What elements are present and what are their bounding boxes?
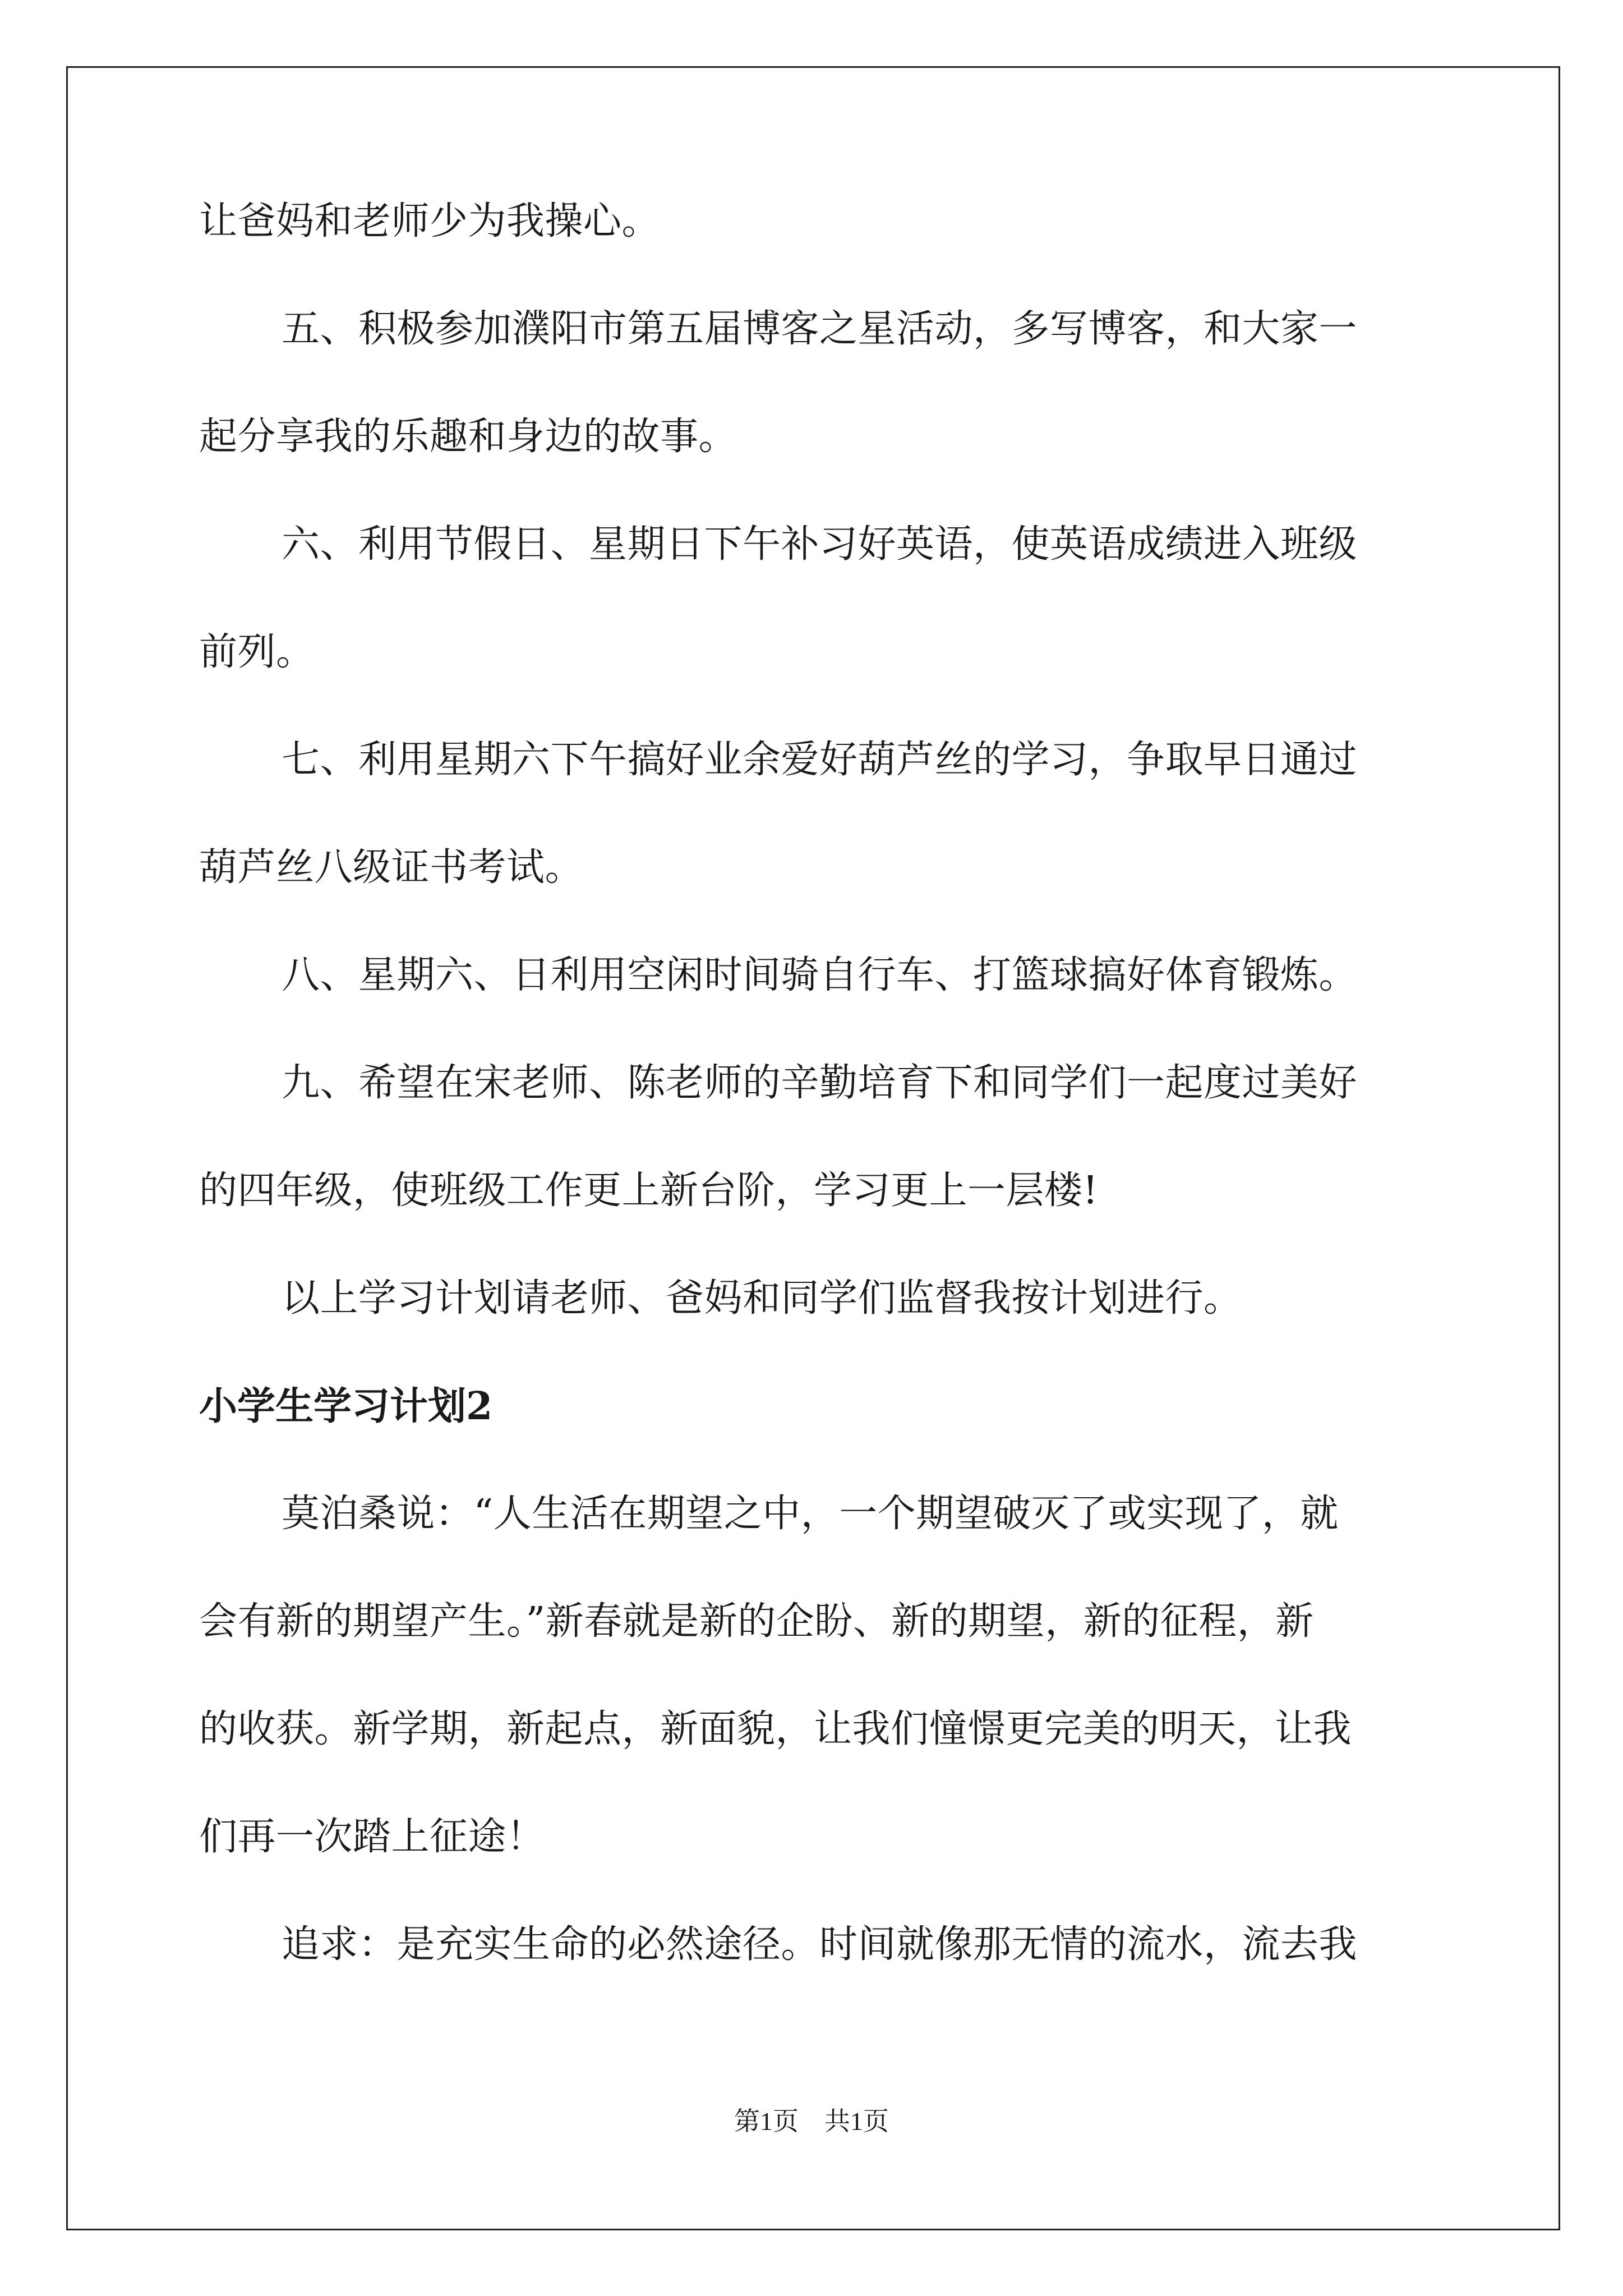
paragraph	[199, 1276, 1422, 1321]
text-line: 七、利用星期六下午搞好业余爱好葫芦丝的学习，争取早日通过	[282, 738, 1358, 782]
text-line: 让爸妈和老师少为我操心。	[199, 199, 661, 243]
paragraph	[199, 1922, 1422, 1967]
page-number: 第1页 共1页	[734, 2107, 889, 2136]
text-line: 会有新的期望产生。”新春就是新的企盼、新的期望，新的征程，新	[199, 1599, 1314, 1644]
text-line: 葫芦丝八级证书考试。	[199, 845, 584, 890]
text-line: 起分享我的乐趣和身边的故事。	[199, 415, 737, 459]
section-heading: 小学生学习计划2	[199, 1384, 493, 1429]
paragraph	[199, 953, 1422, 998]
paragraph	[199, 522, 1422, 675]
text-line: 六、利用节假日、星期日下午补习好英语，使英语成绩进入班级	[282, 522, 1358, 567]
document-body	[199, 199, 1422, 1967]
text-line: 的收获。新学期，新起点，新面貌，让我们憧憬更完美的明天，让我	[199, 1707, 1352, 1751]
paragraph	[199, 199, 1422, 244]
text-line: 的四年级，使班级工作更上新台阶，学习更上一层楼!	[199, 1168, 1099, 1213]
text-line: 莫泊桑说：“人生活在期望之中，一个期望破灭了或实现了，就	[282, 1492, 1339, 1536]
paragraph	[199, 1061, 1422, 1213]
text-line: 八、星期六、日利用空闲时间骑自行车、打篮球搞好体育锻炼。	[282, 953, 1358, 997]
text-line: 九、希望在宋老师、陈老师的辛勤培育下和同学们一起度过美好	[282, 1061, 1358, 1105]
paragraph	[199, 1492, 1422, 1860]
paragraph	[199, 307, 1422, 459]
text-line: 以上学习计划请老师、爸妈和同学们监督我按计划进行。	[282, 1276, 1242, 1320]
text-line: 五、积极参加濮阳市第五届博客之星活动，多写博客，和大家一	[282, 307, 1358, 351]
paragraph	[199, 738, 1422, 890]
text-line: 前列。	[199, 630, 315, 674]
text-line: 追求：是充实生命的必然途径。时间就像那无情的流水，流去我	[282, 1922, 1358, 1967]
text-line: 们再一次踏上征途！	[199, 1815, 545, 1859]
